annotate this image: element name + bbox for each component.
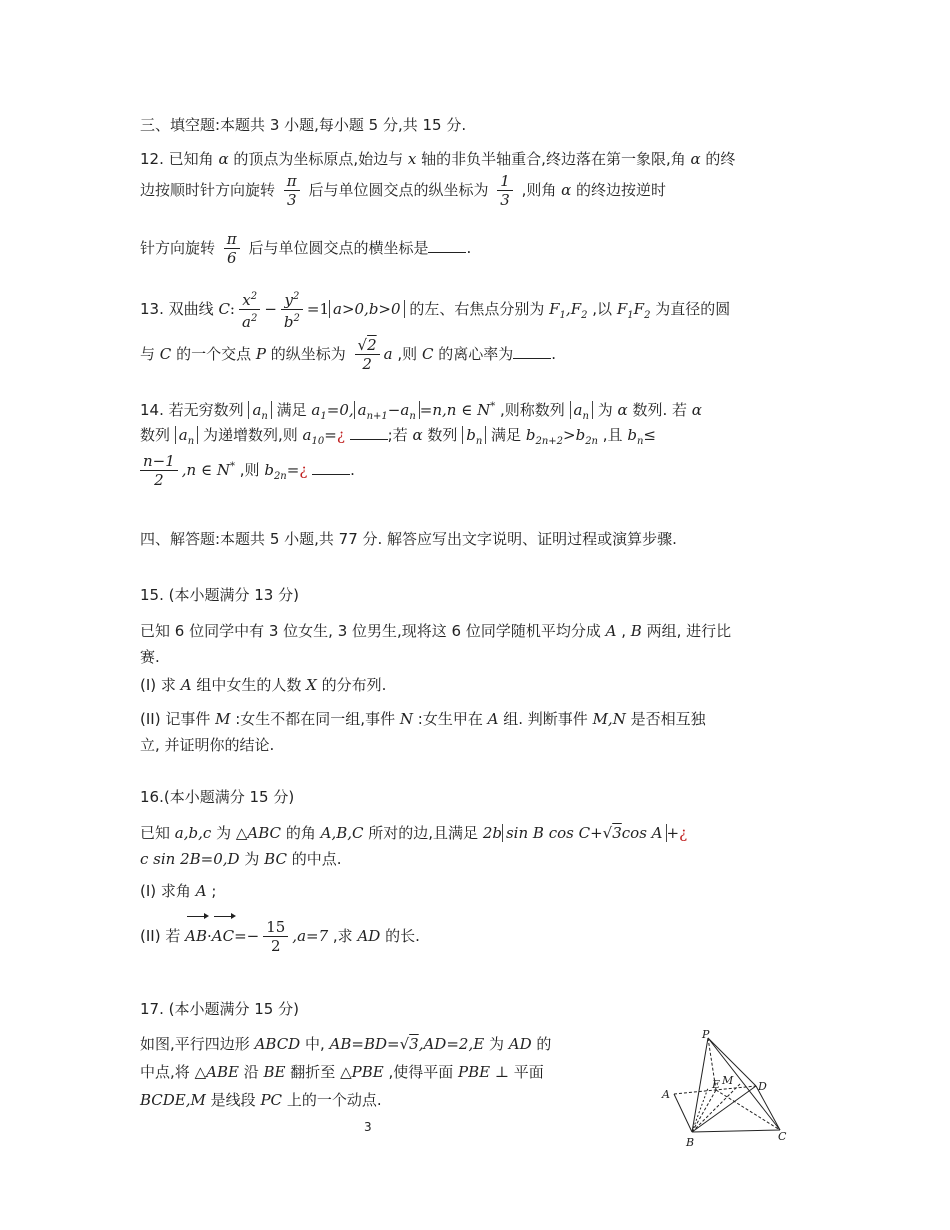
q14-alpha: α xyxy=(412,426,423,444)
q16-text: (II) 若 xyxy=(140,927,181,945)
question-14-line3 xyxy=(140,446,810,498)
q12-text: 的终 xyxy=(705,150,736,168)
q15-A: A xyxy=(180,676,192,694)
q13-fraction-sqrt2-2: $\frac{√2}{2}$ xyxy=(355,336,380,373)
q15-M: M xyxy=(215,710,231,728)
q16-expr-paren: sin B cos C+√3cos A xyxy=(502,824,667,842)
q12-text: ,则角 xyxy=(521,181,557,199)
q16-text: ,求 xyxy=(332,927,353,945)
q12-text: 轴的非负半轴重合,终边落在第一象限,角 xyxy=(421,150,686,168)
q15-A: A xyxy=(487,710,499,728)
q17-triangle: △ xyxy=(194,1063,207,1081)
q14-answer-blank-2[interactable] xyxy=(312,460,350,475)
q15-MN: M,N xyxy=(592,710,626,728)
q17-title: 17. (本小题满分 15 分) xyxy=(140,1000,299,1018)
q17-lengths: AB=BD=√3,AD=2,E xyxy=(329,1035,485,1053)
q16-fraction-15-2: $\frac{15}{2}$ xyxy=(263,918,288,955)
q13-text: 的纵坐标为 xyxy=(270,345,346,363)
q14-text: 为递增数列,则 xyxy=(202,426,298,444)
fig-label-B: B xyxy=(686,1136,695,1149)
q13-text: 的离心率为 xyxy=(438,345,514,363)
q13-minus: − xyxy=(264,300,277,318)
q15-text: :女生甲在 xyxy=(417,710,483,728)
question-13 xyxy=(140,288,810,336)
q12-x: x xyxy=(407,150,417,168)
q14-text: ,则 xyxy=(239,461,260,479)
q15-text: 的分布列. xyxy=(321,676,387,694)
q15-text: 组. 判断事件 xyxy=(503,710,588,728)
q14-seq-an: $a_n$ xyxy=(175,426,198,444)
q16-expr: 2b xyxy=(482,824,502,842)
q14-number: 14. xyxy=(140,401,164,419)
section3-heading: 三、填空题:本题共 3 小题,每小题 5 分,共 15 分. xyxy=(140,116,467,134)
q17-text: 平面 xyxy=(513,1063,544,1081)
q15-part-ii xyxy=(140,706,810,758)
q12-text: 的终边按逆时 xyxy=(576,181,667,199)
q13-number: 13. xyxy=(140,300,164,318)
q13-F1F2: $F_1,F_2$ xyxy=(549,300,588,321)
q15-text: 组中女生的人数 xyxy=(196,676,302,694)
q17-text: 为 xyxy=(488,1035,504,1053)
q17-PC: PC xyxy=(260,1091,283,1109)
q15-text: 已知 6 位同学中有 3 位女生, 3 位男生,现将这 6 位同学随机平均分成 xyxy=(140,622,601,640)
q14-a10: $a_{10}=$ xyxy=(302,426,337,447)
q17-PBE: PBE xyxy=(351,1063,384,1081)
q14-alpha: α xyxy=(691,401,702,419)
q14-text: 为 xyxy=(597,401,613,419)
q17-text: 是线段 xyxy=(210,1091,256,1109)
q13-C: C xyxy=(159,345,172,363)
q14-answer-blank-1[interactable] xyxy=(350,425,388,440)
q16-text: 已知 xyxy=(140,824,171,842)
q16-vector-AB: AB xyxy=(185,914,207,958)
q13-text: ,则 xyxy=(397,345,418,363)
question-12-line3 xyxy=(140,230,810,267)
q12-fraction-pi-6: $\frac{\pi}{6}$ xyxy=(224,230,240,267)
q17-text: 如图,平行四边形 xyxy=(140,1035,250,1053)
q16-vector-AC: AC xyxy=(212,914,234,958)
q17-text: 中, xyxy=(304,1035,325,1053)
q14-b-condition: $b_{2n+2}>b_{2n}$ xyxy=(525,426,598,447)
q17-text: 中点,将 xyxy=(140,1063,190,1081)
q12-fraction-1-3: $\frac{1}{3}$ xyxy=(497,172,513,209)
q12-answer-blank[interactable] xyxy=(428,238,466,253)
q16-triangle: △ xyxy=(235,824,248,842)
q14-fraction-n-1-2: $\frac{n-1}{2}$ xyxy=(140,452,178,489)
q17-text: ,使得平面 xyxy=(388,1063,454,1081)
section4-heading: 四、解答题:本题共 5 小题,共 77 分. 解答应写出文字说明、证明过程或演算步骤. xyxy=(140,530,677,548)
q12-alpha: α xyxy=(218,150,229,168)
q14-bn-le: $b_n\le$ xyxy=(627,426,656,447)
q14-text: 数列. 若 xyxy=(632,401,687,419)
q14-text: 若无穷数列 xyxy=(168,401,244,419)
q16-part-i xyxy=(140,878,810,904)
edge-EC xyxy=(716,1090,780,1130)
q16-text: (I) 求角 xyxy=(140,882,191,900)
q13-fraction-x2-a2: $\frac{x^2}{a^2}$ xyxy=(239,288,260,331)
q17-text: 上的一个动点. xyxy=(286,1091,382,1109)
q17-ABCD: ABCD xyxy=(254,1035,301,1053)
q14-star: * xyxy=(229,461,235,472)
q14-seq-bn: $b_n$ xyxy=(462,426,486,444)
q16-text: 所对的边,且满足 xyxy=(368,824,479,842)
q14-text: ,则称数列 xyxy=(499,401,565,419)
q15-text: (II) 记事件 xyxy=(140,710,211,728)
edge-AB xyxy=(674,1094,692,1132)
q14-seq-an: $a_n$ xyxy=(570,401,593,419)
q17-text: 翻折至 xyxy=(290,1063,336,1081)
q15-text: 是否相互独 xyxy=(630,710,706,728)
q16-A: A xyxy=(195,882,207,900)
q17-AD: AD xyxy=(508,1035,532,1053)
q13-condition: a>0,b>0 xyxy=(329,300,405,318)
q15-N: N xyxy=(399,710,413,728)
edge-BC xyxy=(692,1130,780,1132)
q13-P: P xyxy=(255,345,266,363)
q14-text: 数列 xyxy=(140,426,171,444)
q16-expr-line2: c sin 2B=0,D xyxy=(140,850,240,868)
q16-BC: BC xyxy=(264,850,287,868)
q12-text: 针方向旋转 xyxy=(140,239,216,257)
q16-AD: AD xyxy=(357,927,381,945)
fig-label-A: A xyxy=(662,1088,670,1101)
q15-text: 两组, 进行比 xyxy=(646,622,732,640)
q13-colon: : xyxy=(229,300,235,318)
page-number: 3 xyxy=(364,1120,372,1134)
question-12-line2 xyxy=(140,172,810,209)
fig-label-P: P xyxy=(702,1028,710,1041)
q12-text: 已知角 xyxy=(168,150,214,168)
q16-a-7: ,a=7 xyxy=(292,927,329,945)
q17-paragraph xyxy=(140,1030,650,1114)
q17-perpendicular: PBE ⊥ xyxy=(458,1063,509,1081)
q15-text: 赛. xyxy=(140,648,160,666)
q12-text: 边按顺时针方向旋转 xyxy=(140,181,276,199)
q16-text: 为 xyxy=(244,850,260,868)
q16-text: 为 xyxy=(216,824,232,842)
q16-dot: · xyxy=(206,927,212,945)
q12-period: . xyxy=(466,239,472,257)
fig-label-E: E xyxy=(712,1078,721,1091)
question-13-line2 xyxy=(140,334,810,374)
q16-qmark: ¿ xyxy=(679,824,688,842)
q16-eq-minus: =− xyxy=(234,927,260,945)
q15-X: X xyxy=(306,676,317,694)
q15-text: :女生不都在同一组,事件 xyxy=(235,710,396,728)
q14-text: 满足 xyxy=(491,426,522,444)
q16-text: 的中点. xyxy=(291,850,342,868)
q16-text: ; xyxy=(211,882,217,900)
q12-text: 后与单位圆交点的纵坐标为 xyxy=(308,181,489,199)
q14-n-in-N: ,n ∈ N xyxy=(181,461,230,479)
q17-text: 的 xyxy=(536,1035,552,1053)
q13-answer-blank[interactable] xyxy=(513,344,551,359)
q13-text: ,以 xyxy=(592,300,613,318)
q13-a: a xyxy=(383,345,393,363)
q17-BCDE-M: BCDE,M xyxy=(140,1091,206,1109)
q16-plus: + xyxy=(666,824,680,842)
q13-text: 与 xyxy=(140,345,156,363)
q15-A: A xyxy=(605,622,617,640)
q14-b2n: $b_{2n}=$ xyxy=(264,461,300,482)
q13-C: C xyxy=(218,300,230,318)
q13-F1F2-diameter: $F_1F_2$ xyxy=(616,300,651,321)
q17-BE: BE xyxy=(263,1063,286,1081)
q13-fraction-y2-b2: $\frac{y^2}{b^2}$ xyxy=(281,288,303,331)
q14-period: . xyxy=(350,461,355,479)
q17-text: 沿 xyxy=(243,1063,259,1081)
q14-alpha: α xyxy=(617,401,628,419)
edge-B-mid xyxy=(692,1088,708,1132)
q16-text: 的长. xyxy=(385,927,420,945)
q16-paragraph xyxy=(140,820,810,872)
q12-number: 12. xyxy=(140,150,164,168)
q12-fraction-pi-3: $\frac{\pi}{3}$ xyxy=(284,172,300,209)
q14-qmark: ¿ xyxy=(336,426,345,444)
q14-condition: $a_1=0$, $a_{n+1}-a_n =n,n$ ∈ N* xyxy=(311,401,496,422)
q12-text: 后与单位圆交点的横坐标是 xyxy=(248,239,429,257)
q16-ABC: ABC xyxy=(247,824,282,842)
q14-text: ;若 xyxy=(387,426,408,444)
q15-text: 立, 并证明你的结论. xyxy=(140,736,275,754)
fig-label-M: M xyxy=(722,1074,734,1087)
q16-title: 16.(本小题满分 15 分) xyxy=(140,788,295,806)
q15-text: (I) 求 xyxy=(140,676,176,694)
fig-label-D: D xyxy=(758,1080,767,1093)
q15-paragraph: 已知 6 位同学中有 3 位女生, 3 位男生,现将这 6 位同学随机平均分成 A , B 两组, 进行比 赛. xyxy=(140,622,732,666)
q13-C: C xyxy=(421,345,434,363)
q15-B: B xyxy=(630,622,642,640)
q12-text: 的顶点为坐标原点,始边与 xyxy=(233,150,404,168)
q13-text: 双曲线 xyxy=(168,300,214,318)
q14-qmark: ¿ xyxy=(299,461,308,479)
q14-text: ,且 xyxy=(602,426,623,444)
q15-part-i xyxy=(140,672,810,698)
fig-label-C: C xyxy=(778,1130,787,1143)
q14-seq-an: $a_n$ xyxy=(248,401,271,419)
q16-part-ii xyxy=(140,914,810,958)
q13-period: . xyxy=(551,345,556,363)
question-12 xyxy=(140,146,810,172)
q17-geometry-figure xyxy=(656,1028,806,1150)
q17-ABE: ABE xyxy=(206,1063,239,1081)
q16-angles: A,B,C xyxy=(320,824,364,842)
q16-text: 的角 xyxy=(285,824,316,842)
q14-text: 满足 xyxy=(276,401,307,419)
q13-equals-1: =1 xyxy=(306,300,329,318)
q13-text: 的一个交点 xyxy=(176,345,252,363)
q16-abc: a,b,c xyxy=(174,824,212,842)
q17-triangle: △ xyxy=(340,1063,352,1081)
q13-text: 的左、右焦点分别为 xyxy=(409,300,545,318)
q14-text: 数列 xyxy=(427,426,458,444)
q12-alpha: α xyxy=(690,150,701,168)
q15-title: 15. (本小题满分 13 分) xyxy=(140,586,299,604)
q13-text: 为直径的圆 xyxy=(655,300,731,318)
q12-alpha: α xyxy=(561,181,572,199)
